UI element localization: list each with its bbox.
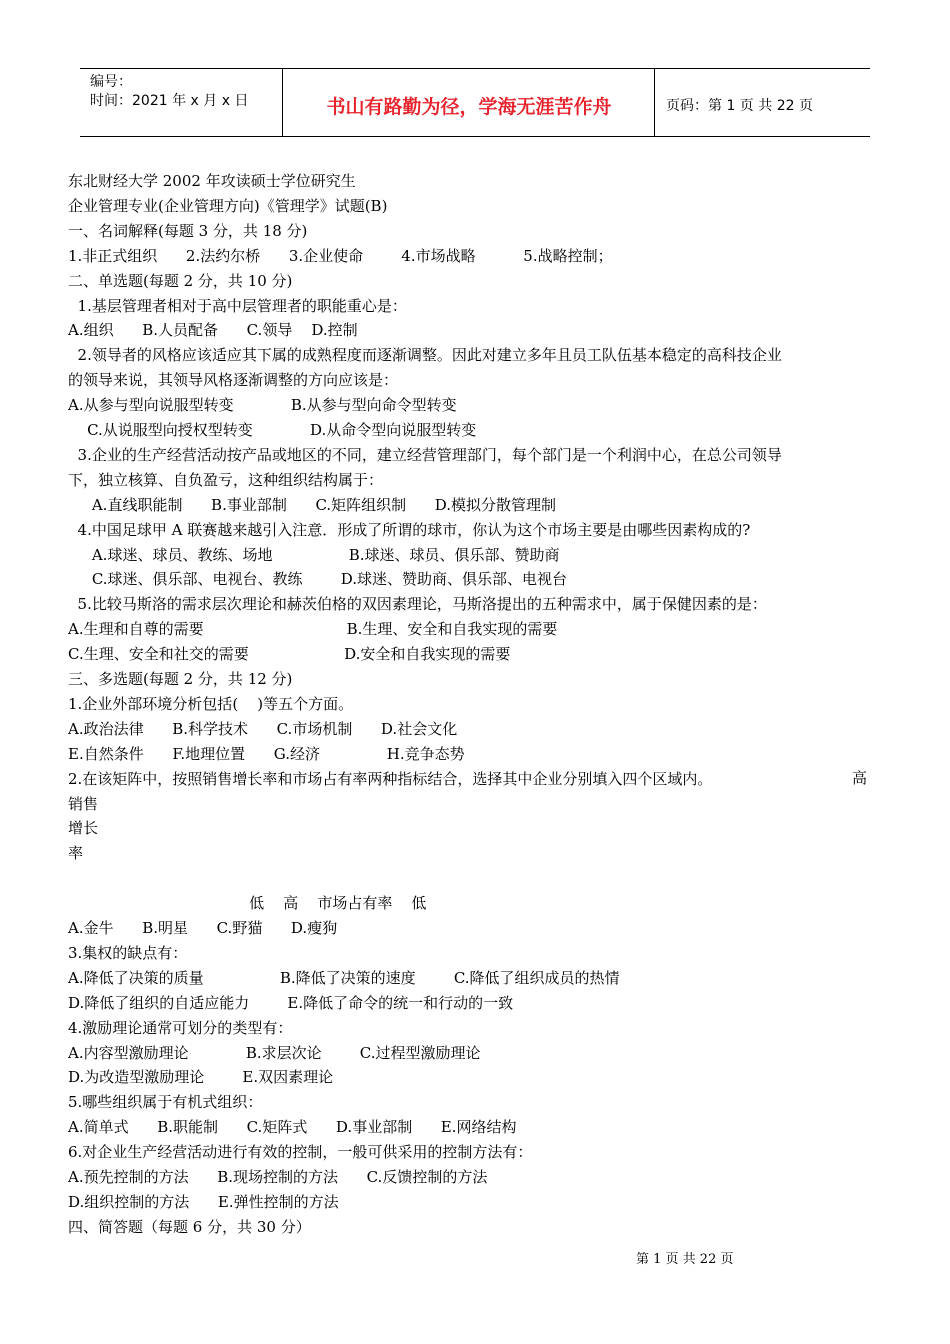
text-line: 低 高 市场占有率 低 <box>68 894 427 913</box>
text-line: 2.领导者的风格应该适应其下属的成熟程度而逐渐调整。因此对建立多年且员工队伍基本稳定的高科技企业 <box>68 346 782 365</box>
text-line: 4.中国足球甲 A 联赛越来越引入注意．形成了所谓的球市，你认为这个市场主要是由哪些因素构成的? <box>68 520 751 539</box>
number-label: 编号： <box>90 74 132 90</box>
date-label: 时间：2021 年 x 月 x 日 <box>90 93 249 109</box>
text-line: A.金牛 B.明星 C.野猫 D.瘦狗 <box>68 919 338 937</box>
text-line: A.从参与型向说服型转变 B.从参与型向命令型转变 <box>68 396 457 415</box>
text-line: A.生理和自尊的需要 B.生理、安全和自我实现的需要 <box>68 620 558 639</box>
text-line: 四、简答题（每题 6 分，共 30 分） <box>68 1217 311 1236</box>
header-divider-right <box>654 69 655 136</box>
text-line: 3.集权的缺点有： <box>68 943 188 962</box>
text-line: 3.企业的生产经营活动按产品或地区的不同，建立经营管理部门，每个部门是一个利润中心，在总公司领导 <box>68 445 782 464</box>
text-line: A.内容型激励理论 B.求层次论 C.过程型激励理论 <box>68 1043 481 1062</box>
text-line: A.政治法律 B.科学技术 C.市场机制 D.社会文化 <box>68 719 458 738</box>
text-line: D.降低了组织的自适应能力 E.降低了命令的统一和行动的一致 <box>68 993 514 1012</box>
text-line: 二、单选题(每题 2 分，共 10 分) <box>68 271 293 290</box>
text-line: 1.非正式组织 2.法约尔桥 3.企业使命 4.市场战略 5.战略控制； <box>68 246 613 265</box>
text-line: 一、名词解释(每题 3 分，共 18 分) <box>68 221 308 240</box>
text-line: E.自然条件 F.地理位置 G.经济 H.竞争态势 <box>68 744 465 763</box>
matrix-high-label: 高 <box>852 769 868 787</box>
text-line: 率 <box>68 844 84 863</box>
text-line: 1.企业外部环境分析包括( )等五个方面。 <box>68 694 354 713</box>
text-line: 三、多选题(每题 2 分，共 12 分) <box>68 670 293 688</box>
page-footer: 第 1 页 共 22 页 <box>636 1252 734 1267</box>
text-line: A.组织 B.人员配备 C.领导 D.控制 <box>68 321 358 340</box>
text-line: 4.激励理论通常可划分的类型有： <box>68 1018 293 1037</box>
text-line: 增长 <box>68 819 99 838</box>
text-line: A.降低了决策的质量 B.降低了决策的速度 C.降低了组织成员的热情 <box>68 968 620 987</box>
text-line: C.从说服型向授权型转变 D.从命令型向说服型转变 <box>68 421 477 439</box>
text-line: C.球迷、俱乐部、电视台、教练 D.球迷、赞助商、俱乐部、电视台 <box>68 570 567 589</box>
header-meta <box>90 73 280 111</box>
text-line: A.球迷、球员、教练、场地 B.球迷、球员、俱乐部、赞助商 <box>68 545 560 564</box>
text-line: A.简单式 B.职能制 C.矩阵式 D.事业部制 E.网络结构 <box>68 1118 517 1137</box>
text-line: 企业管理专业(企业管理方向)《管理学》试题(B) <box>68 196 388 215</box>
text-line: A.直线职能制 B.事业部制 C.矩阵组织制 D.模拟分散管理制 <box>68 495 557 514</box>
text-line: D.组织控制的方法 E.弹性控制的方法 <box>68 1192 339 1211</box>
text-line: 1.基层管理者相对于高中层管理者的职能重心是： <box>68 296 407 315</box>
text-line: 销售 <box>68 794 99 813</box>
header-page-info: 页码：第 1 页 共 22 页 <box>666 98 813 114</box>
text-line: 东北财经大学 2002 年攻读硕士学位研究生 <box>68 172 356 190</box>
text-line: D.为改造型激励理论 E.双因素理论 <box>68 1068 334 1087</box>
text-line: 6.对企业生产经营活动进行有效的控制，一般可供采用的控制方法有： <box>68 1143 533 1162</box>
text-line: 2.在该矩阵中，按照销售增长率和市场占有率两种指标结合，选择其中企业分别填入四个区域内。 <box>68 769 713 788</box>
text-line: 5.哪些组织属于有机式组织： <box>68 1093 263 1112</box>
header-motto: 书山有路勤为径，学海无涯苦作舟 <box>326 96 612 118</box>
text-line: 的领导来说，其领导风格逐渐调整的方向应该是： <box>68 371 399 390</box>
text-line: 下，独立核算、自负盈亏，这种组织结构属于： <box>68 470 384 489</box>
text-line: 5.比较马斯洛的需求层次理论和赫茨伯格的双因素理论，马斯洛提出的五种需求中，属于保健因素的是： <box>68 595 767 614</box>
text-line: C.生理、安全和社交的需要 D.安全和自我实现的需要 <box>68 645 511 664</box>
document-header <box>80 68 870 137</box>
text-line: A.预先控制的方法 B.现场控制的方法 C.反馈控制的方法 <box>68 1168 488 1186</box>
